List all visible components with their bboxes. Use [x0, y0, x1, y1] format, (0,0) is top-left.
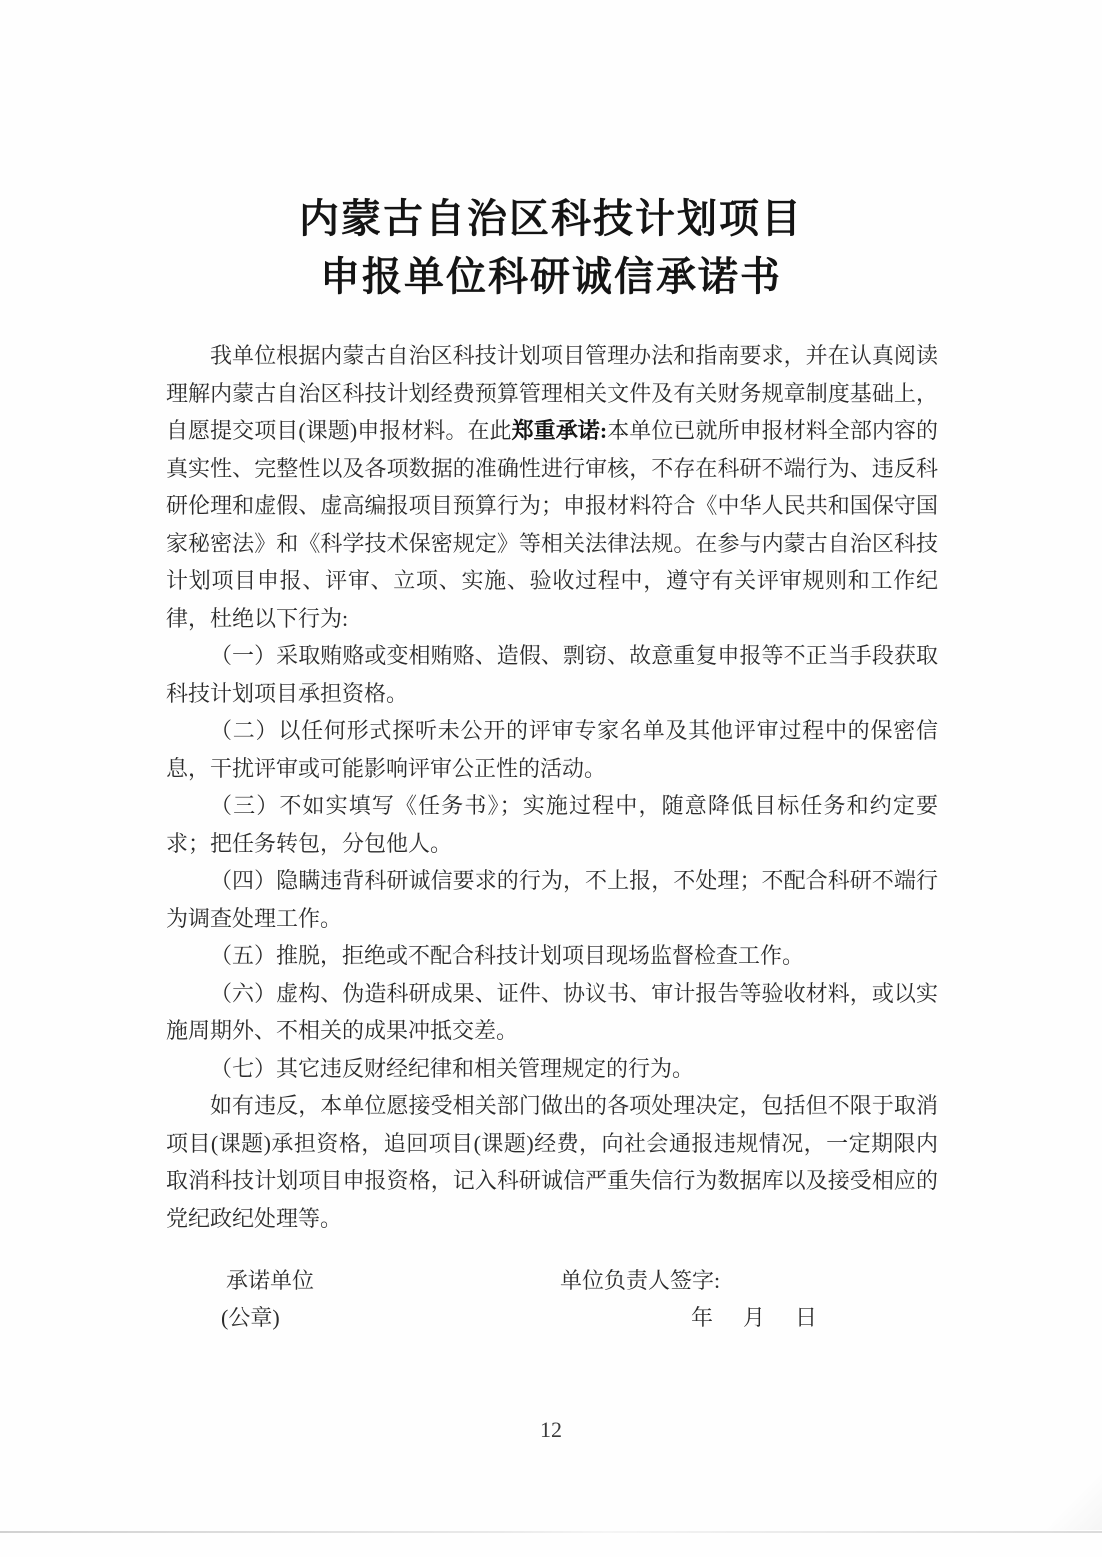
page-number: 12 [540, 1417, 562, 1442]
body-text: 如有违反，本单位愿接受相关部门做出的各项处理决定，包括但不限于取消项目(课题)承担资格，追回项目(课题)经费，向社会通报违规情况，一定期限内取消科技计划项目申报资格，记入科研诚信严重失信行为数据库以及接受相应的党纪政纪处理等。 [166, 1093, 938, 1231]
paragraph-5 [166, 862, 938, 937]
document-title-line1: 内蒙古自治区科技计划项目 [299, 196, 803, 241]
emphasis-text: 郑重承诺: [511, 418, 608, 443]
promise-unit-label: 承诺单位 [226, 1268, 315, 1293]
paragraph-4 [166, 787, 938, 862]
body-text: 我单位根据内蒙古自治区科技计划项目管理办法和指南要求，并在认真阅读理解内蒙古自治区科技计划经费预算管理相关文件及有关财务规章制度基础上，自愿提交项目(课题)申报材料。在此 [166, 343, 938, 443]
date-label: 年 月 日 [691, 1305, 822, 1330]
scan-smudge-artifact [1042, 1440, 1102, 1530]
body-text: （五）推脱，拒绝或不配合科技计划项目现场监督检查工作。 [210, 943, 805, 968]
signature-block [166, 1262, 938, 1352]
signer-label: 单位负责人签字: [560, 1268, 721, 1293]
body-text: （七）其它违反财经纪律和相关管理规定的行为。 [210, 1055, 695, 1081]
scan-artifact-line [0, 1531, 1102, 1533]
paragraph-9 [166, 1087, 938, 1237]
body-text: （二）以任何形式探听未公开的评审专家名单及其他评审过程中的保密信息，干扰评审或可能影响评审公正性的活动。 [166, 718, 938, 781]
paragraph-6 [166, 937, 938, 975]
document-body [166, 337, 938, 1237]
paragraph-2 [166, 637, 938, 712]
body-text: （三）不如实填写《任务书》；实施过程中，随意降低目标任务和约定要求；把任务转包，分包他人。 [166, 793, 938, 856]
paragraph-1 [166, 337, 938, 637]
document-title-line2: 申报单位科研诚信承诺书 [320, 254, 782, 299]
body-text: 本单位已就所申报材料全部内容的真实性、完整性以及各项数据的准确性进行审核，不存在科研不端行为、违反科研伦理和虚假、虚高编报项目预算行为；申报材料符合《中华人民共和国保守国家秘密法》和《科学技术保密规定》等相关法律法规。在参与内蒙古自治区科技计划项目申报、评审、立项、实施、验收过程中，遵守有关评审规则和工作纪律，杜绝以下行为: [166, 418, 939, 631]
body-text: （四）隐瞒违背科研诚信要求的行为，不上报，不处理；不配合科研不端行为调查处理工作。 [166, 868, 938, 931]
body-text: （一）采取贿赂或变相贿赂、造假、剽窃、故意重复申报等不正当手段获取科技计划项目承担资格。 [166, 643, 938, 706]
paragraph-7 [166, 975, 938, 1050]
body-text: （六）虚构、伪造科研成果、证件、协议书、审计报告等验收材料，或以实施周期外、不相关的成果冲抵交差。 [166, 980, 938, 1043]
paragraph-8 [166, 1050, 938, 1088]
document-title [0, 190, 1102, 306]
seal-label: (公章) [221, 1305, 280, 1330]
paragraph-3 [166, 712, 938, 787]
